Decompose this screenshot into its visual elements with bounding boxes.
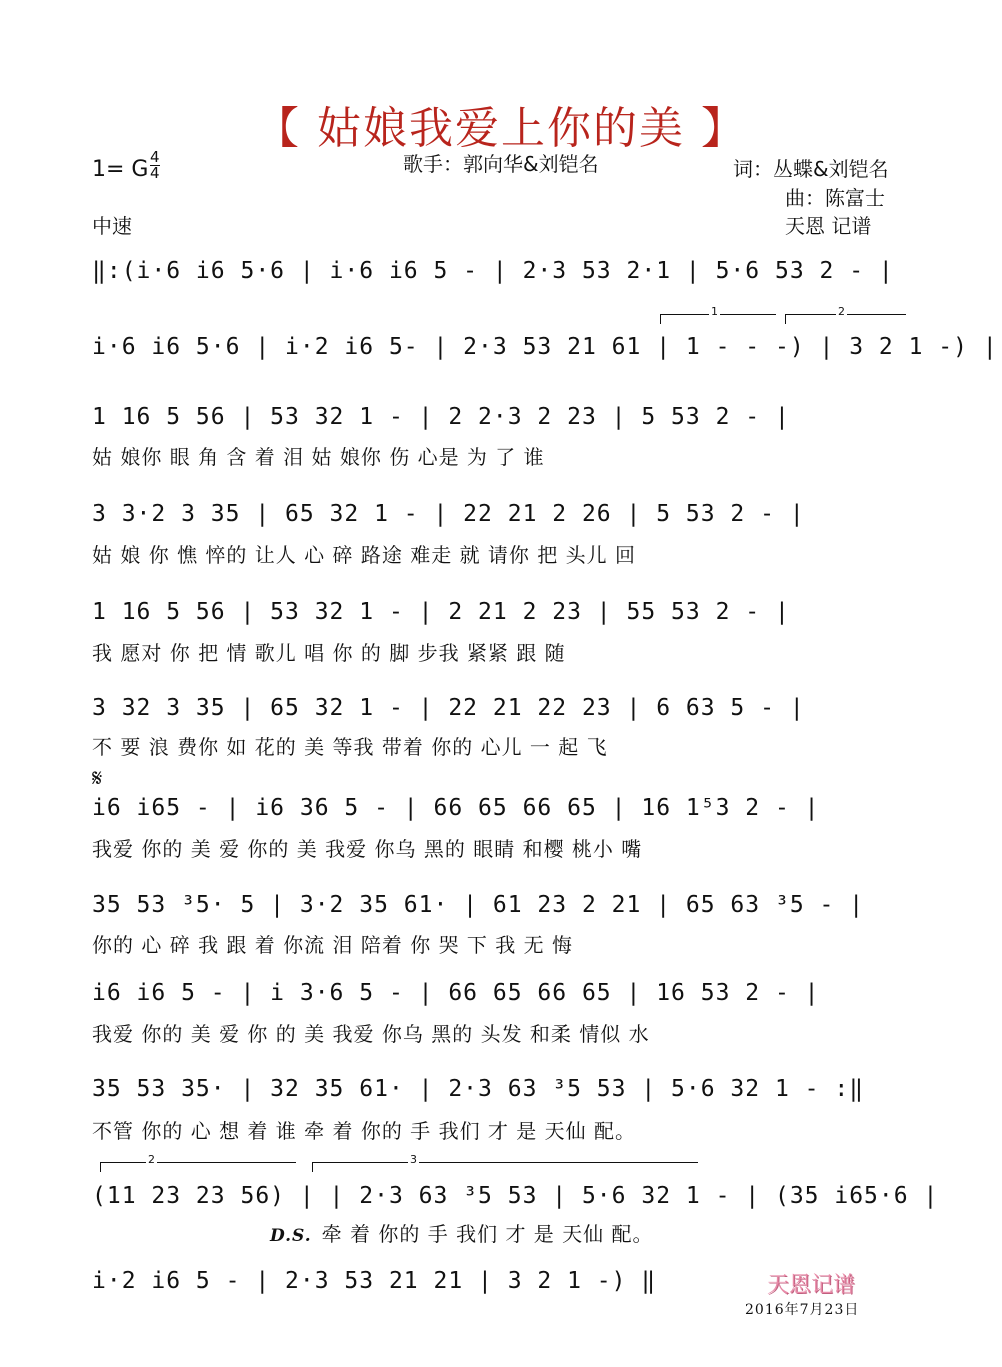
volta-bracket-1: [660, 305, 776, 324]
time-signature-bottom: 4: [150, 164, 160, 182]
volta-number: 3: [410, 1153, 417, 1166]
notation-row-1: ‖:(i·6 i6 5·6 | i·6 i6 5 - | 2·3 53 2·1 | 5·6 53 2 - |: [92, 258, 894, 284]
volta-bracket-2b: [100, 1153, 296, 1172]
notation-row-3: 1 16 5 56 | 53 32 1 - | 2 2·3 2 23 | 5 53 2 - |: [92, 404, 790, 430]
lyric-row-10: 不管 你的 心 想 着 谁 牵 着 你的 手 我们 才 是 天仙 配。: [92, 1119, 637, 1143]
notation-row-4: 3 3·2 3 35 | 65 32 1 - | 22 21 2 26 | 5 53 2 - |: [92, 501, 805, 527]
lyric-row-4: 姑 娘 你 憔 悴的 让人 心 碎 路途 难走 就 请你 把 头儿 回: [92, 543, 637, 567]
notation-row-6: 3 32 3 35 | 65 32 1 - | 22 21 22 23 | 6 63 5 - |: [92, 695, 805, 721]
lyric-row-11-text: 牵 着 你的 手 我们 才 是 天仙 配。: [321, 1222, 654, 1246]
lyricist-credit: 词：丛蝶&刘铠名: [733, 157, 889, 181]
key-signature: 1= G: [92, 157, 149, 182]
ds-label: D.S.: [270, 1226, 312, 1246]
composer-credit: 曲：陈富士: [785, 186, 885, 210]
lyric-row-7: 我爱 你的 美 爱 你的 美 我爱 你乌 黑的 眼睛 和樱 桃小 嘴: [92, 837, 643, 861]
notation-row-9: i6 i6 5 - | i 3·6 5 - | 66 65 66 65 | 16 53 2 - |: [92, 980, 820, 1006]
volta-bracket-3: [312, 1153, 698, 1172]
time-signature-top: 4: [150, 148, 160, 166]
notation-row-7: i6 i65 - | i6 36 5 - | 66 65 66 65 | 16 1⁵3 2 - |: [92, 795, 820, 821]
lyric-row-9: 我爱 你的 美 爱 你 的 美 我爱 你乌 黑的 头发 和柔 情似 水: [92, 1022, 650, 1046]
lyric-row-11: [270, 1218, 654, 1247]
volta-number: 1: [711, 305, 718, 318]
lyric-row-6: 不 要 浪 费你 如 花的 美 等我 带着 你的 心儿 一 起 飞: [92, 735, 608, 759]
singer-credit: 歌手：郭向华&刘铠名: [403, 152, 599, 176]
volta-bracket-2: [785, 305, 906, 324]
lyric-row-8: 你的 心 碎 我 跟 着 你流 泪 陪着 你 哭 下 我 无 悔: [92, 933, 574, 957]
notation-row-5: 1 16 5 56 | 53 32 1 - | 2 21 2 23 | 55 53 2 - |: [92, 599, 790, 625]
song-title: 【 姑娘我爱上你的美 】: [255, 103, 747, 154]
time-signature: [150, 150, 160, 181]
notation-row-12: i·2 i6 5 - | 2·3 53 21 21 | 3 2 1 -) ‖: [92, 1268, 657, 1294]
volta-number: 2: [148, 1153, 155, 1166]
transcriber-credit: 天恩 记谱: [785, 214, 872, 238]
transcriber-stamp: 天恩记谱: [767, 1273, 856, 1298]
notation-row-8: 35 53 ³5· 5 | 3·2 35 61· | 61 23 2 21 | 65 63 ³5 - |: [92, 892, 865, 918]
volta-number: 2: [838, 305, 845, 318]
transcription-date: 2016年7月23日: [745, 1302, 860, 1318]
notation-row-10: 35 53 35· | 32 35 61· | 2·3 63 ³5 53 | 5·6 32 1 - :‖: [92, 1076, 865, 1102]
notation-row-2: i·6 i6 5·6 | i·2 i6 5- | 2·3 53 21 61 | 1 - - -) | 3 2 1 -) |: [92, 334, 998, 360]
segno-sign: 𝄋: [92, 764, 103, 792]
tempo-marking: 中速: [92, 214, 132, 238]
lyric-row-5: 我 愿对 你 把 情 歌儿 唱 你 的 脚 步我 紧紧 跟 随: [92, 641, 566, 665]
notation-row-11: (11 23 23 56) | | 2·3 63 ³5 53 | 5·6 32 1 - | (35 i65·6 |: [92, 1183, 939, 1209]
lyric-row-3: 姑 娘你 眼 角 含 着 泪 姑 娘你 伤 心是 为 了 谁: [92, 445, 545, 469]
